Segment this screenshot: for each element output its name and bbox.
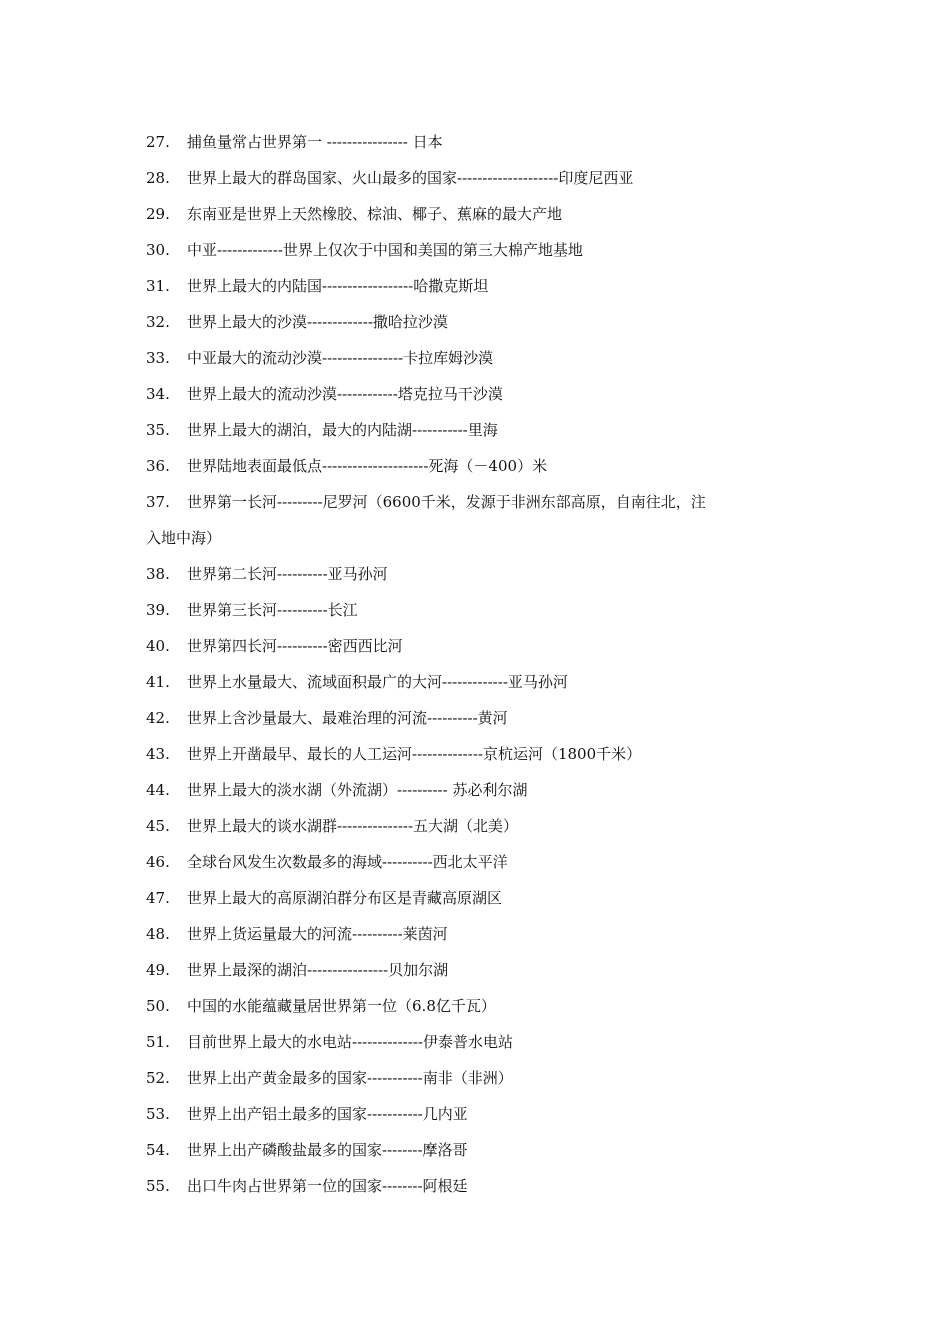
list-item [146, 772, 826, 808]
item-text: 捕鱼量常占世界第一 ---------------- 日本 [187, 133, 443, 151]
list-item [146, 736, 826, 772]
item-text: 全球台风发生次数最多的海域----------西北太平洋 [187, 853, 508, 871]
item-text: 世界上开凿最早、最长的人工运河--------------京杭运河（1800千米） [187, 745, 642, 763]
list-item [146, 376, 826, 412]
item-text: 世界第三长河----------长江 [187, 601, 358, 619]
item-number: 55. [146, 1177, 170, 1195]
item-text: 世界上最大的高原湖泊群分布区是青藏高原湖区 [187, 889, 503, 907]
item-number: 51. [146, 1033, 170, 1051]
item-number: 27. [146, 133, 170, 151]
item-text: 世界第二长河----------亚马孙河 [187, 565, 388, 583]
list-item [146, 880, 826, 916]
list-item [146, 304, 826, 340]
item-number: 34. [146, 385, 170, 403]
list-item [146, 1168, 826, 1204]
item-number: 54. [146, 1141, 170, 1159]
item-text: 世界上最大的淡水湖（外流湖）---------- 苏必利尔湖 [187, 781, 528, 799]
list-item [146, 160, 826, 196]
item-text: 中亚最大的流动沙漠----------------卡拉库姆沙漠 [187, 349, 494, 367]
list-item [146, 484, 826, 556]
list-item [146, 844, 826, 880]
item-number: 41. [146, 673, 170, 691]
item-number: 50. [146, 997, 170, 1015]
facts-list [146, 124, 826, 1204]
item-text: 世界上出产铝土最多的国家-----------几内亚 [187, 1105, 468, 1123]
list-item [146, 556, 826, 592]
item-text: 世界上最大的群岛国家、火山最多的国家--------------------印度尼西亚 [187, 169, 634, 187]
item-text-continuation: 入地中海） [146, 529, 222, 547]
item-number: 31. [146, 277, 170, 295]
item-number: 28. [146, 169, 170, 187]
item-text: 世界第四长河----------密西西比河 [187, 637, 403, 655]
item-text: 东南亚是世界上天然橡胶、棕油、椰子、蕉麻的最大产地 [187, 205, 563, 223]
item-text: 世界陆地表面最低点---------------------死海（－400）米 [187, 457, 548, 475]
item-number: 32. [146, 313, 170, 331]
item-number: 42. [146, 709, 170, 727]
item-text: 中亚-------------世界上仅次于中国和美国的第三大棉产地基地 [187, 241, 583, 259]
item-number: 29. [146, 205, 170, 223]
item-text: 世界上出产磷酸盐最多的国家--------摩洛哥 [187, 1141, 468, 1159]
list-item [146, 700, 826, 736]
item-text: 世界上最大的湖泊，最大的内陆湖-----------里海 [187, 421, 498, 439]
list-item [146, 808, 826, 844]
item-text: 中国的水能蕴藏量居世界第一位（6.8亿千瓦） [187, 997, 496, 1015]
item-text: 世界上水量最大、流域面积最广的大河-------------亚马孙河 [187, 673, 568, 691]
item-number: 38. [146, 565, 170, 583]
item-number: 35. [146, 421, 170, 439]
item-text: 出口牛肉占世界第一位的国家--------阿根廷 [187, 1177, 468, 1195]
item-text: 目前世界上最大的水电站--------------伊泰普水电站 [187, 1033, 513, 1051]
list-item [146, 1096, 826, 1132]
list-item [146, 1024, 826, 1060]
item-number: 40. [146, 637, 170, 655]
item-number: 44. [146, 781, 170, 799]
item-number: 33. [146, 349, 170, 367]
item-number: 45. [146, 817, 170, 835]
item-text: 世界上出产黄金最多的国家-----------南非（非洲） [187, 1069, 513, 1087]
list-item [146, 268, 826, 304]
list-item [146, 988, 826, 1024]
item-text: 世界上含沙量最大、最难治理的河流----------黄河 [187, 709, 508, 727]
list-item [146, 448, 826, 484]
item-text: 世界上最大的谈水湖群---------------五大湖（北美） [187, 817, 519, 835]
list-item [146, 412, 826, 448]
item-number: 37. [146, 493, 170, 511]
item-text: 世界上最深的湖泊----------------贝加尔湖 [187, 961, 449, 979]
item-number: 43. [146, 745, 170, 763]
list-item [146, 592, 826, 628]
list-item [146, 124, 826, 160]
item-number: 47. [146, 889, 170, 907]
list-item [146, 952, 826, 988]
item-text: 世界上最大的流动沙漠------------塔克拉马干沙漠 [187, 385, 503, 403]
item-text: 世界第一长河---------尼罗河（6600千米，发源于非洲东部高原，自南往北，注 [187, 493, 706, 511]
item-text: 世界上货运量最大的河流----------莱茵河 [187, 925, 448, 943]
item-number: 46. [146, 853, 170, 871]
list-item [146, 232, 826, 268]
list-item [146, 340, 826, 376]
item-text: 世界上最大的内陆国------------------哈撒克斯坦 [187, 277, 489, 295]
item-number: 36. [146, 457, 170, 475]
item-number: 39. [146, 601, 170, 619]
list-item [146, 916, 826, 952]
list-item [146, 196, 826, 232]
item-number: 53. [146, 1105, 170, 1123]
item-number: 48. [146, 925, 170, 943]
item-text: 世界上最大的沙漠-------------撒哈拉沙漠 [187, 313, 448, 331]
list-item [146, 664, 826, 700]
list-item [146, 1132, 826, 1168]
list-item [146, 1060, 826, 1096]
list-item [146, 628, 826, 664]
item-number: 30. [146, 241, 170, 259]
item-number: 49. [146, 961, 170, 979]
item-number: 52. [146, 1069, 170, 1087]
